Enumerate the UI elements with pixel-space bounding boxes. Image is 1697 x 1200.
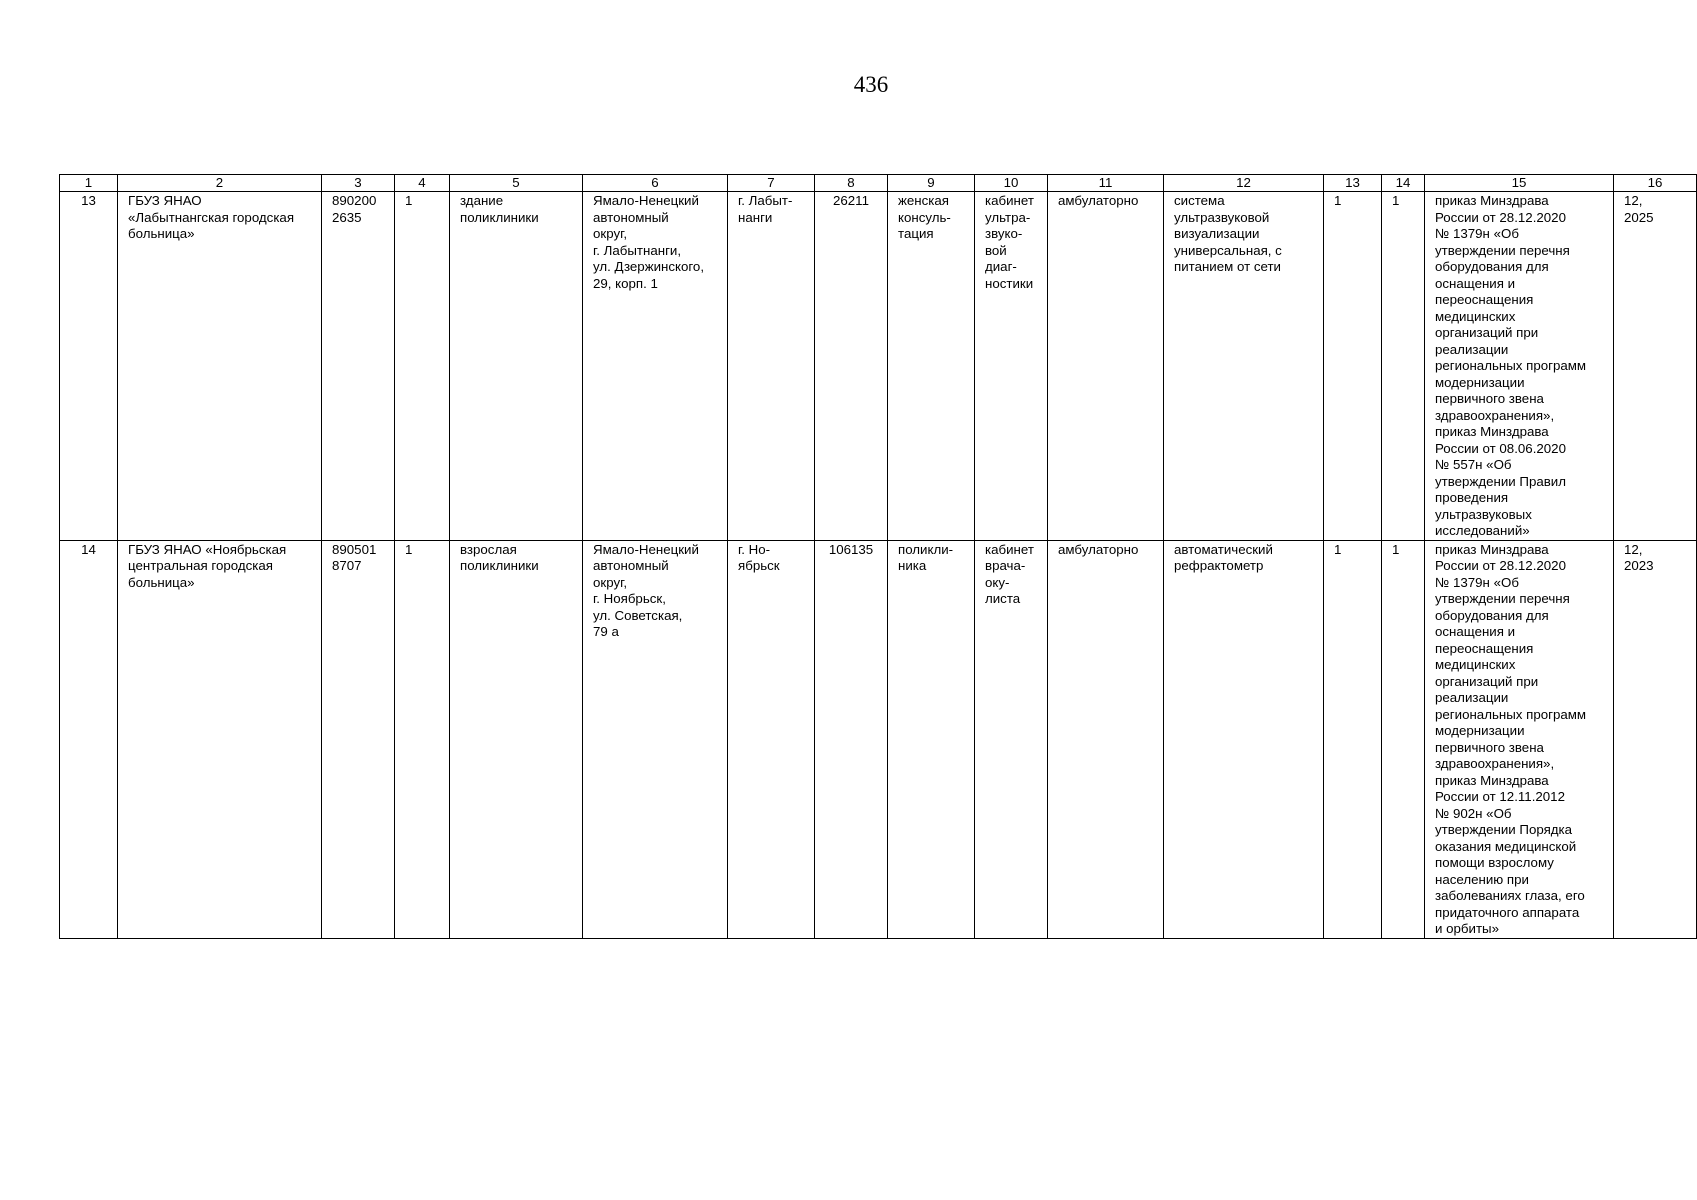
organization-name: ГБУЗ ЯНАО «Лабытнангская городская больница» xyxy=(118,192,322,541)
column-header-6: 6 xyxy=(583,175,728,192)
col-13-value: 1 xyxy=(1324,192,1382,541)
city: г. Но- ябрьск xyxy=(728,540,815,938)
column-header-10: 10 xyxy=(975,175,1048,192)
address: Ямало-Ненецкий автономный округ, г. Ноябрьск, ул. Советская, 79 а xyxy=(583,540,728,938)
building-type: здание поликлиники xyxy=(450,192,583,541)
page-number: 436 xyxy=(853,72,889,97)
column-header-11: 11 xyxy=(1048,175,1164,192)
period: 12, 2023 xyxy=(1614,540,1697,938)
col-13-value: 1 xyxy=(1324,540,1382,938)
column-header-16: 16 xyxy=(1614,175,1697,192)
equipment-name: автоматический рефрактометр xyxy=(1164,540,1324,938)
organization-code: 890501 8707 xyxy=(322,540,395,938)
column-header-3: 3 xyxy=(322,175,395,192)
column-header-14: 14 xyxy=(1382,175,1425,192)
col-4-value: 1 xyxy=(395,192,450,541)
equipment-name: система ультразвуковой визуализации универсальная, с питанием от сети xyxy=(1164,192,1324,541)
column-header-9: 9 xyxy=(888,175,975,192)
care-conditions: амбулаторно xyxy=(1048,540,1164,938)
care-conditions: амбулаторно xyxy=(1048,192,1164,541)
building-type: взрослая поликлиники xyxy=(450,540,583,938)
legal-basis: приказ Минздрава России от 28.12.2020 № 1379н «Об утверждении перечня оборудования для оснащения и переоснащения медицинских организаций при реализации региональных программ модернизации первичного звена здравоохранения», приказ Минздрава России от 12.11.2012 № 902н «Об утверждении Порядка оказания медицинской помощи взрослому населению при заболеваниях глаза, его придаточного аппарата и орбиты» xyxy=(1425,540,1614,938)
column-header-4: 4 xyxy=(395,175,450,192)
col-14-value: 1 xyxy=(1382,192,1425,541)
table-row xyxy=(60,192,1697,541)
column-header-1: 1 xyxy=(60,175,118,192)
organization-name: ГБУЗ ЯНАО «Ноябрьская центральная городская больница» xyxy=(118,540,322,938)
table-header-row xyxy=(60,175,1697,192)
address: Ямало-Ненецкий автономный округ, г. Лабытнанги, ул. Дзержинского, 29, корп. 1 xyxy=(583,192,728,541)
column-header-2: 2 xyxy=(118,175,322,192)
row-number: 13 xyxy=(60,192,118,541)
department: поликли- ника xyxy=(888,540,975,938)
column-header-13: 13 xyxy=(1324,175,1382,192)
table-row xyxy=(60,540,1697,938)
period: 12, 2025 xyxy=(1614,192,1697,541)
column-header-7: 7 xyxy=(728,175,815,192)
organization-code: 890200 2635 xyxy=(322,192,395,541)
col-8-value: 26211 xyxy=(815,192,888,541)
department: женская консуль- тация xyxy=(888,192,975,541)
room: кабинет ультра- звуко- вой диаг- ностики xyxy=(975,192,1048,541)
column-header-12: 12 xyxy=(1164,175,1324,192)
city: г. Лабыт- нанги xyxy=(728,192,815,541)
legal-basis: приказ Минздрава России от 28.12.2020 № 1379н «Об утверждении перечня оборудования для оснащения и переоснащения медицинских организаций при реализации региональных программ модернизации первичного звена здравоохранения», приказ Минздрава России от 08.06.2020 № 557н «Об утверждении Правил проведения ультразвуковых исследований» xyxy=(1425,192,1614,541)
data-table xyxy=(59,174,1697,939)
col-4-value: 1 xyxy=(395,540,450,938)
row-number: 14 xyxy=(60,540,118,938)
col-8-value: 106135 xyxy=(815,540,888,938)
column-header-15: 15 xyxy=(1425,175,1614,192)
col-14-value: 1 xyxy=(1382,540,1425,938)
column-header-5: 5 xyxy=(450,175,583,192)
column-header-8: 8 xyxy=(815,175,888,192)
room: кабинет врача- оку- листа xyxy=(975,540,1048,938)
